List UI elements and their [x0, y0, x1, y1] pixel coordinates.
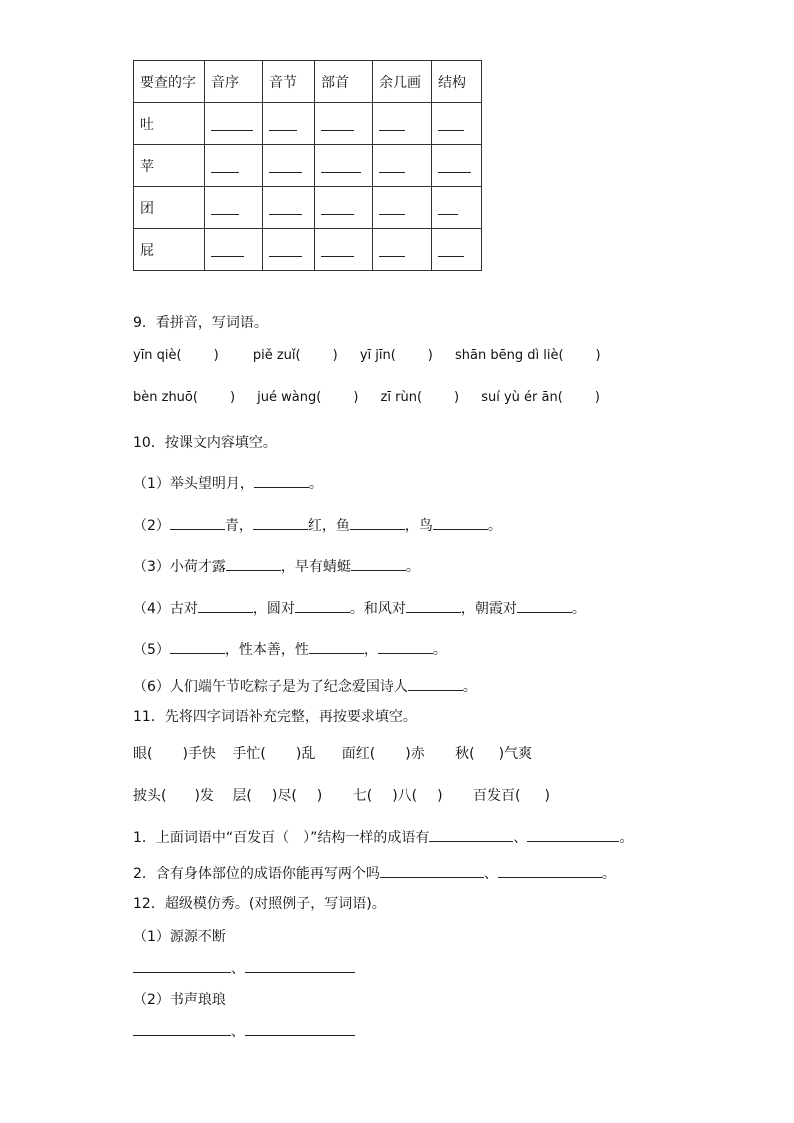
answer-blank[interactable] [432, 145, 482, 187]
idiom-part: 七( [352, 788, 373, 804]
example-1: （1）源源不断 [133, 929, 226, 945]
idiom-part: )乱 [295, 746, 316, 762]
answer-blank[interactable] [351, 556, 406, 571]
answer-blank[interactable] [517, 598, 572, 613]
answer-blank[interactable] [429, 827, 513, 842]
answer-blank[interactable] [245, 1034, 355, 1036]
idiom-part: 层( [232, 788, 252, 804]
punct: 、 [231, 961, 245, 977]
paren: ) [229, 390, 236, 405]
prompt-text: 红，鱼 [307, 518, 350, 534]
answer-blank[interactable] [254, 473, 309, 488]
answer-blank[interactable] [373, 229, 432, 271]
fill-item-5 [133, 639, 447, 659]
fill-item-2 [133, 515, 502, 535]
sub-question-2 [133, 863, 616, 883]
idiom-part: 秋( [455, 746, 475, 762]
answer-blank[interactable] [373, 145, 432, 187]
idiom-row-2 [133, 785, 550, 805]
answer-blank[interactable] [205, 103, 263, 145]
sub-question-1 [133, 827, 633, 847]
paren: ) [594, 390, 600, 405]
prompt-text: 青， [224, 518, 253, 534]
paren: ) [454, 390, 460, 405]
question-10-title: 10．按课文内容填空。 [133, 435, 277, 451]
fill-item-3 [133, 556, 420, 576]
prompt-text: 1．上面词语中“百发百（ ）”结构一样的成语有 [133, 830, 430, 846]
pinyin-row-2 [133, 390, 600, 405]
prompt-text: 2．含有身体部位的成语你能再写两个吗 [133, 866, 380, 882]
paren: ) [213, 348, 219, 363]
idiom-part: )手快 [182, 746, 216, 762]
prompt-text: ，朝霞对 [460, 601, 517, 617]
answer-blank[interactable] [309, 639, 364, 654]
idiom-part: 披头( [133, 788, 167, 804]
fill-item-4 [133, 598, 586, 618]
example-2: （2）书声琅琅 [133, 992, 226, 1008]
idiom-part: )尽( [271, 788, 297, 804]
fill-item-6 [133, 676, 477, 696]
answer-blank[interactable] [432, 103, 482, 145]
header-cell: 余几画 [373, 61, 432, 103]
answer-blank[interactable] [350, 515, 405, 530]
table-row [134, 145, 482, 187]
answer-blank[interactable] [205, 229, 263, 271]
answer-blank[interactable] [432, 229, 482, 271]
question-12-title: 12．超级模仿秀。(对照例子，写词语)。 [133, 896, 386, 912]
char-cell: 团 [134, 187, 205, 229]
punct: 、 [483, 866, 498, 882]
answer-blank[interactable] [245, 971, 355, 973]
punct: 。 [601, 866, 616, 882]
pinyin-item: bèn zhuō( [133, 390, 198, 405]
prompt-text: （4）古对 [133, 601, 198, 617]
answer-blank[interactable] [373, 187, 432, 229]
dictionary-lookup-table [133, 60, 482, 271]
prompt-text: （6）人们端午节吃粽子是为了纪念爱国诗人 [133, 679, 408, 695]
idiom-row-1 [133, 743, 532, 763]
paren: ) [427, 348, 433, 363]
pinyin-item: zī rùn( [380, 390, 423, 405]
answer-blank[interactable] [263, 103, 315, 145]
punct: 、 [513, 830, 528, 846]
answer-blank[interactable] [170, 639, 225, 654]
table-row [134, 187, 482, 229]
idiom-part: 眼( [133, 746, 153, 762]
punct: 。 [462, 679, 477, 695]
idiom-part: ) [544, 788, 550, 804]
idiom-part: 百发百( [473, 788, 521, 804]
pinyin-row-1 [133, 348, 601, 363]
answer-blank[interactable] [198, 598, 253, 613]
pinyin-item: yīn qiè( [133, 348, 182, 363]
header-cell: 结构 [432, 61, 482, 103]
punct: ， [363, 642, 378, 658]
punct: 。 [487, 518, 502, 534]
question-11-title: 11．先将四字词语补充完整，再按要求填空。 [133, 709, 417, 725]
paren: ) [353, 390, 359, 405]
punct: 、 [231, 1024, 245, 1040]
fill-item-1 [133, 473, 323, 493]
header-cell: 音节 [263, 61, 315, 103]
prompt-text: （2） [133, 518, 170, 534]
table-row [134, 103, 482, 145]
prompt-text: （3）小荷才露 [133, 559, 226, 575]
punct: 。 [619, 830, 634, 846]
answer-blank[interactable] [408, 676, 463, 691]
header-cell: 要查的字 [134, 61, 205, 103]
answer-blank[interactable] [527, 827, 619, 842]
idiom-part: ) [437, 788, 443, 804]
answer-blank[interactable] [432, 187, 482, 229]
pinyin-item: yī jīn( [359, 348, 396, 363]
punct: 。 [308, 476, 323, 492]
idiom-part: )赤 [405, 746, 425, 762]
idiom-part: ) [316, 788, 323, 804]
pinyin-item: shān bēng dì liè( [455, 348, 564, 363]
prompt-text: （5） [133, 642, 170, 658]
idiom-part: )发 [194, 788, 214, 804]
answer-blank[interactable] [263, 229, 315, 271]
prompt-text: ，早有蜻蜓 [280, 559, 351, 575]
paren: ) [595, 348, 601, 363]
answer-blank[interactable] [226, 556, 281, 571]
answer-blank[interactable] [295, 598, 350, 613]
header-cell: 音序 [205, 61, 263, 103]
answer-blank[interactable] [315, 229, 373, 271]
answer-line-row-2 [133, 1021, 355, 1041]
prompt-text: ，鸟 [404, 518, 433, 534]
prompt-text: （1）举头望明月， [133, 476, 254, 492]
pinyin-item: jué wàng( [257, 390, 322, 405]
idiom-part: 面红( [341, 746, 376, 762]
answer-line-row-1 [133, 958, 355, 978]
prompt-text: ，圆对 [252, 601, 295, 617]
pinyin-item: suí yù ér ān( [481, 390, 563, 405]
answer-blank[interactable] [315, 187, 373, 229]
prompt-text: ，性本善，性 [224, 642, 309, 658]
answer-blank[interactable] [133, 971, 231, 973]
question-9-title: 9．看拼音，写词语。 [133, 315, 268, 331]
answer-blank[interactable] [380, 863, 484, 878]
idiom-part: )八( [392, 788, 418, 804]
pinyin-item: piě zuǐ( [252, 348, 301, 363]
header-cell: 部首 [315, 61, 373, 103]
char-cell: 苹 [134, 145, 205, 187]
idiom-part: 手忙( [232, 746, 266, 762]
answer-blank[interactable] [498, 863, 602, 878]
answer-blank[interactable] [378, 639, 433, 654]
table-header-row [134, 61, 482, 103]
answer-blank[interactable] [263, 187, 315, 229]
answer-blank[interactable] [253, 515, 308, 530]
answer-blank[interactable] [433, 515, 488, 530]
answer-blank[interactable] [205, 187, 263, 229]
char-cell: 屁 [134, 229, 205, 271]
answer-blank[interactable] [406, 598, 461, 613]
answer-blank[interactable] [205, 145, 263, 187]
punct: 。 [405, 559, 420, 575]
answer-blank[interactable] [315, 145, 373, 187]
answer-blank[interactable] [170, 515, 225, 530]
prompt-text: 。和风对 [349, 601, 406, 617]
answer-blank[interactable] [263, 145, 315, 187]
char-cell: 吐 [134, 103, 205, 145]
table-row [134, 229, 482, 271]
answer-blank[interactable] [133, 1034, 231, 1036]
paren: ) [332, 348, 338, 363]
answer-blank[interactable] [315, 103, 373, 145]
idiom-part: )气爽 [498, 746, 533, 762]
punct: 。 [432, 642, 447, 658]
answer-blank[interactable] [373, 103, 432, 145]
punct: 。 [571, 601, 586, 617]
